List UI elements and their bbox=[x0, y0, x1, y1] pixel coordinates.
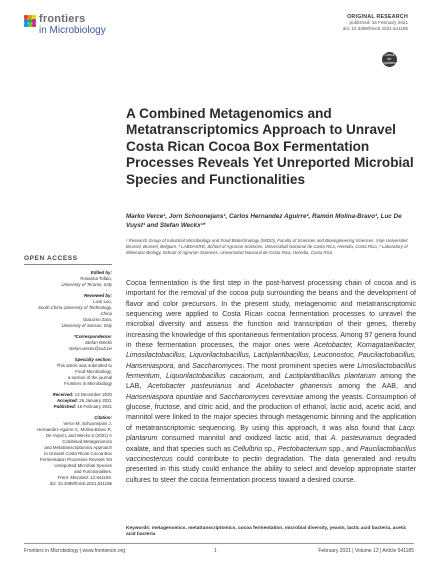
author-list: Marko Verce¹, Jorn Schoonejans¹, Carlos Hernandez Aguirre², Ramón Molina-Bravo³, Luc De Vuyst¹ and Stefan Weckx¹* bbox=[126, 213, 402, 229]
abstract-text: and bbox=[264, 373, 285, 381]
specialty-section-block bbox=[24, 357, 112, 387]
abstract-text: could contribute to pectin degradation. The data generated and results presented in this study could enhance the ability to select and develop appropriate starter cultures to steer the cocoa fermentation process toward a desired course. bbox=[126, 455, 416, 484]
abstract-species: Limosilactobacillus fermentum, Liquorilactobacillus cacaonum, bbox=[126, 362, 416, 381]
abstract-text: and bbox=[231, 383, 257, 391]
abstract bbox=[126, 279, 416, 486]
dates-block bbox=[24, 392, 112, 410]
published-date: published: 16 February 2021 bbox=[349, 20, 408, 25]
edited-by-label: Edited by: bbox=[90, 270, 112, 275]
editor-name: Rosanna Tofalo, bbox=[80, 276, 112, 281]
correspondent-email[interactable]: stefan.weckx@vub.be bbox=[68, 346, 112, 351]
published-date: 16 February 2021 bbox=[77, 404, 112, 409]
citation-line: and Metatranscriptomics Approach bbox=[44, 445, 112, 450]
abstract-text: among the AAB, and bbox=[332, 383, 416, 391]
abstract-text: and bbox=[202, 393, 220, 401]
specialty-text: a section of the journal bbox=[67, 375, 112, 380]
specialty-text: This article was submitted to bbox=[56, 363, 112, 368]
accepted-date: 26 January 2021 bbox=[79, 398, 112, 403]
edited-by-block bbox=[24, 270, 112, 288]
reviewer-name: Lixin Luo, bbox=[93, 299, 112, 304]
keywords bbox=[126, 526, 416, 539]
citation-block bbox=[24, 415, 112, 487]
citation-label: Citation: bbox=[94, 415, 112, 420]
abstract-text: . The most prominent species were bbox=[242, 362, 358, 370]
correspondent-name: Stefan Weckx bbox=[84, 340, 112, 345]
footer-journal[interactable]: Frontiers in Microbiology | www.frontiersin.org bbox=[24, 548, 126, 554]
open-access-label: OPEN ACCESS bbox=[24, 255, 78, 262]
article-sidebar bbox=[24, 270, 112, 492]
keywords-label: Keywords: bbox=[126, 526, 151, 531]
article-title: A Combined Metagenomics and Metatranscriptomics Approach to Unravel Costa Rican Cocoa Box Fermentation Processes Reveals Yet Unreported Microbial Species and Functionalities bbox=[126, 106, 414, 187]
abstract-species: Lactiplantibacillus plantarum bbox=[284, 373, 376, 381]
article-doi[interactable]: doi: 10.3389/fmicb.2021.641185 bbox=[342, 26, 408, 31]
abstract-species: Acetobacter ghanensis bbox=[256, 383, 333, 391]
citation-line: Unreported Microbial Species bbox=[54, 463, 112, 468]
affiliations: ¹ Research Group of Industrial Microbiology and Food Biotechnology (IMDO), Faculty of Sciences and Bioengineering Sciences, Vrije Universiteit Brussel, Brussel, Belgium, ² LABDASRD, School of Agrarian Sciences, Universidad Nacional de Costa Rica, Heredia, Costa Rica, ³ Laboratory of Molecular Biology, School of Agrarian Sciences, Universidad Nacional de Costa Rica, Heredia, Costa Rica bbox=[126, 238, 408, 256]
journal-brand: frontiers bbox=[39, 13, 86, 25]
citation-line: and Functionalities. bbox=[74, 469, 112, 474]
reviewer-affiliation: China bbox=[100, 311, 112, 316]
footer-divider bbox=[24, 543, 414, 544]
received-label: Received: bbox=[52, 392, 74, 397]
correspondence-label: *Correspondence: bbox=[73, 334, 112, 339]
abstract-text: consumed mannitol and oxidized lactic acid, that bbox=[157, 435, 331, 443]
received-date: 13 December 2020 bbox=[74, 392, 112, 397]
reviewed-by-block bbox=[24, 293, 112, 329]
article-type: ORIGINAL RESEARCH bbox=[347, 14, 408, 20]
abstract-text: sp., bbox=[262, 445, 278, 453]
check-for-updates-label: Check for updates bbox=[383, 53, 396, 66]
correspondence-block bbox=[24, 334, 112, 352]
reviewer-affiliation: University of Sassari, Italy bbox=[61, 323, 112, 328]
abstract-species: Pectobacterium bbox=[277, 445, 327, 453]
journal-subtitle: in Microbiology bbox=[39, 25, 106, 36]
abstract-species: Lacp. plantarum bbox=[126, 424, 416, 443]
abstract-species: Paucilactobacillus vaccinostercus bbox=[126, 445, 416, 463]
specialty-text: Frontiers in Microbiology bbox=[64, 381, 112, 386]
reviewer-affiliation: South China University of Technology, bbox=[38, 305, 112, 310]
citation-doi[interactable]: doi: 10.3389/fmicb.2021.641185 bbox=[49, 481, 112, 486]
reviewer-name: Giacomo Zara, bbox=[82, 317, 112, 322]
abstract-species: A. pasteurianus bbox=[330, 435, 382, 443]
specialty-section-label: Specialty section: bbox=[74, 357, 112, 362]
abstract-text: degraded oxalate, and that species such as bbox=[126, 435, 416, 453]
abstract-genera: Acetobacter, Komagataeibacter, Limosilactobacillus, Liquorilactobacillus, Lactiplantibacillus, Leuconostoc, Paucilactobacillus, Hanseniaspora, bbox=[126, 342, 416, 370]
abstract-species: Cellulbrio bbox=[232, 445, 263, 453]
reviewed-by-label: Reviewed by: bbox=[83, 293, 112, 298]
divider bbox=[24, 264, 112, 265]
citation-line: to Unravel Costa Rican Cocoa Box bbox=[44, 451, 112, 456]
page-number: 1 bbox=[214, 548, 217, 554]
abstract-species: Acetobacter pasteurianus bbox=[147, 383, 232, 391]
citation-line: Verce M, Schoonejans J, bbox=[63, 421, 112, 426]
abstract-genus: Saccharomyces bbox=[192, 362, 243, 370]
abstract-text: and bbox=[175, 362, 193, 370]
frontiers-logo-icon bbox=[24, 15, 36, 27]
check-for-updates-badge[interactable] bbox=[382, 52, 397, 67]
specialty-text: Food Microbiology, bbox=[75, 369, 112, 374]
abstract-text: among the LAB, bbox=[126, 373, 416, 391]
footer-volume: February 2021 | Volume 12 | Article 641185 bbox=[318, 548, 414, 554]
abstract-text: spp., and bbox=[326, 445, 360, 453]
published-label: Published: bbox=[53, 404, 77, 409]
citation-line: De Vuyst L and Weckx S (2021) A bbox=[46, 433, 112, 438]
keywords-text: metagenomics, metatranscriptomics, cocoa fermentation, microbial diversity, yeasts, lactic acid bacteria, acetic acid bacteria bbox=[126, 526, 407, 538]
abstract-species: Hanseniaspora opuntiae bbox=[126, 393, 203, 401]
citation-line: Front. Microbiol. 12:641185. bbox=[57, 475, 112, 480]
abstract-species: Saccharomyces cerevisiae bbox=[219, 393, 304, 401]
citation-line: Hernandez Aguirre C, Molina-Bravo R, bbox=[37, 427, 112, 432]
abstract-text: Cocoa fermentation is the first step in the post-harvest processing chain of cocoa and is important for the removal of the cocoa pulp surrounding the beans and the development of flavor and color precursors. In the present study, metagenomic and metatranscriptomic sequencing were applied to Costa Rican cocoa fermentation processes to unravel the microbial diversity and assess the function and transcription of their genes, thereby increasing the knowledge of this spontaneous fermentation process. Among 97 genera found in these fermentation processes, the major ones were bbox=[126, 280, 416, 350]
citation-line: Fermentation Processes Reveals Yet bbox=[40, 457, 112, 462]
accepted-label: Accepted: bbox=[56, 398, 79, 403]
citation-line: Combined Metagenomics bbox=[62, 439, 112, 444]
article-header-info bbox=[343, 14, 408, 32]
abstract-text: among the yeasts. Consumption of glucose, fructose, and citric acid, and the production of ethanol, lactic acid, acetic acid, and mannitol were linked to the major species through metagenomic binning and the application of metatranscriptomic sequencing. By using this approach, it was also found that bbox=[126, 393, 416, 432]
editor-affiliation: University of Teramo, Italy bbox=[61, 282, 112, 287]
